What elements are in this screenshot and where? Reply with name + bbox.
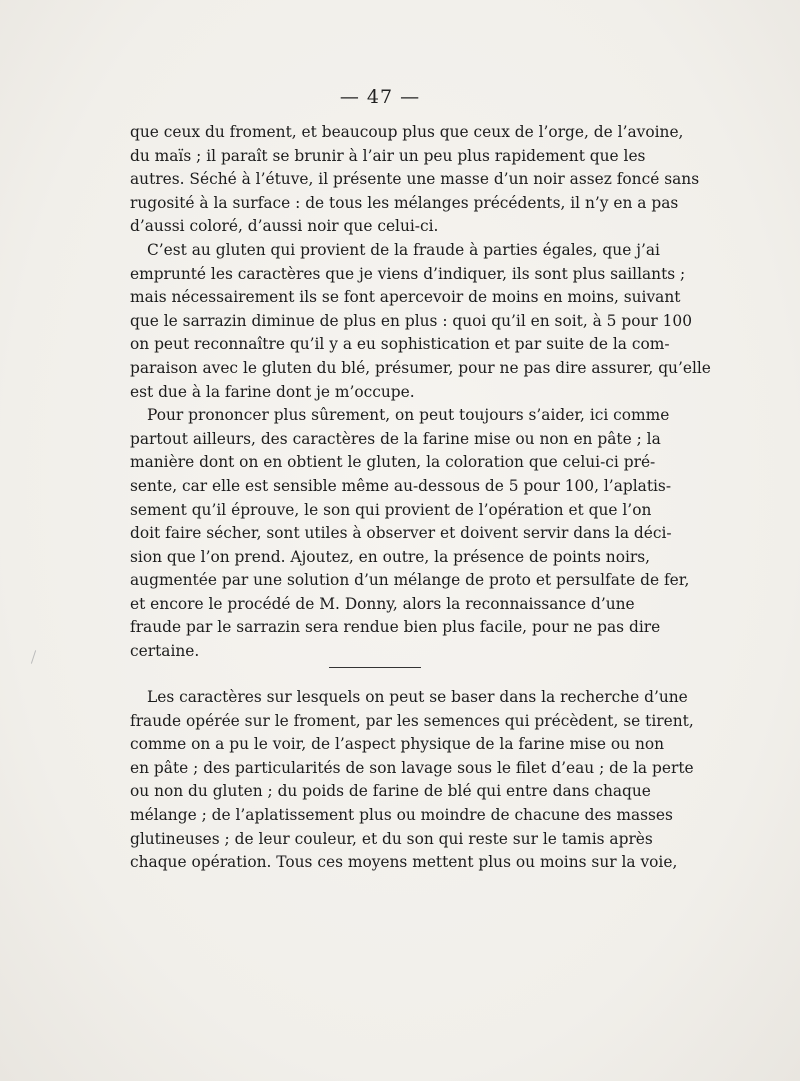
text-line: est due à la farine dont je m’occupe. xyxy=(130,382,415,401)
text-line: sion que l’on prend. Ajoutez, en outre, la présence de points noirs, xyxy=(130,547,651,566)
text-line: et encore le procédé de M. Donny, alors la reconnaissance d’une xyxy=(130,594,635,613)
text-line: on peut reconnaître qu’il y a eu sophistication et par suite de la com- xyxy=(130,335,670,354)
paragraph xyxy=(130,686,694,875)
text-block-lower xyxy=(130,686,694,875)
text-line: Pour prononcer plus sûrement, on peut toujours s’aider, ici comme xyxy=(147,406,670,425)
paragraph xyxy=(130,239,711,404)
text-line: fraude opérée sur le froment, par les semences qui précèdent, se tirent, xyxy=(130,711,694,730)
text-line: comme on a pu le voir, de l’aspect physique de la farine mise ou non xyxy=(130,735,665,754)
page-number: — 47 — xyxy=(339,86,421,108)
text-line: d’aussi coloré, d’aussi noir que celui-ci. xyxy=(130,217,439,236)
text-line: fraude par le sarrazin sera rendue bien plus facile, pour ne pas dire xyxy=(130,618,661,637)
text-line: chaque opération. Tous ces moyens mettent plus ou moins sur la voie, xyxy=(130,853,678,872)
text-line: mais nécessairement ils se font apercevoir de moins en moins, suivant xyxy=(130,288,681,307)
text-line: C’est au gluten qui provient de la fraude à parties égales, que j’ai xyxy=(147,240,660,259)
text-line: doit faire sécher, sont utiles à observer et doivent servir dans la déci- xyxy=(130,524,672,543)
text-line: ou non du gluten ; du poids de farine de blé qui entre dans chaque xyxy=(130,782,651,801)
text-line: manière dont on en obtient le gluten, la coloration que celui-ci pré- xyxy=(130,453,656,472)
text-line: que le sarrazin diminue de plus en plus : quoi qu’il en soit, à 5 pour 100 xyxy=(130,311,693,330)
margin-mark xyxy=(31,650,36,664)
text-line: certaine. xyxy=(130,642,200,661)
section-divider xyxy=(329,667,421,668)
text-line: rugosité à la surface : de tous les mélanges précédents, il n’y en a pas xyxy=(130,193,679,212)
text-line: mélange ; de l’aplatissement plus ou moindre de chacune des masses xyxy=(130,805,673,824)
text-line: paraison avec le gluten du blé, présumer, pour ne pas dire assurer, qu’elle xyxy=(130,358,711,377)
text-line: sement qu’il éprouve, le son qui provient de l’opération et que l’on xyxy=(130,500,652,519)
text-line: en pâte ; des particularités de son lavage sous le filet d’eau ; de la perte xyxy=(130,758,694,777)
text-line: glutineuses ; de leur couleur, et du son qui reste sur le tamis après xyxy=(130,829,653,848)
text-line: que ceux du froment, et beaucoup plus que ceux de l’orge, de l’avoine, xyxy=(130,123,684,141)
text-line: augmentée par une solution d’un mélange de proto et persulfate de fer, xyxy=(130,571,690,590)
text-line: partout ailleurs, des caractères de la farine mise ou non en pâte ; la xyxy=(130,429,661,448)
text-line: Les caractères sur lesquels on peut se baser dans la recherche d’une xyxy=(147,688,688,706)
text-line: du maïs ; il paraît se brunir à l’air un peu plus rapidement que les xyxy=(130,146,646,165)
text-line: autres. Séché à l’étuve, il présente une masse d’un noir assez foncé sans xyxy=(130,170,700,189)
text-line: sente, car elle est sensible même au-dessous de 5 pour 100, l’aplatis- xyxy=(130,476,672,495)
paragraph xyxy=(130,404,690,664)
text-line: emprunté les caractères que je viens d’indiquer, ils sont plus saillants ; xyxy=(130,264,686,283)
paragraph xyxy=(130,121,700,239)
text-block-upper xyxy=(130,121,711,664)
